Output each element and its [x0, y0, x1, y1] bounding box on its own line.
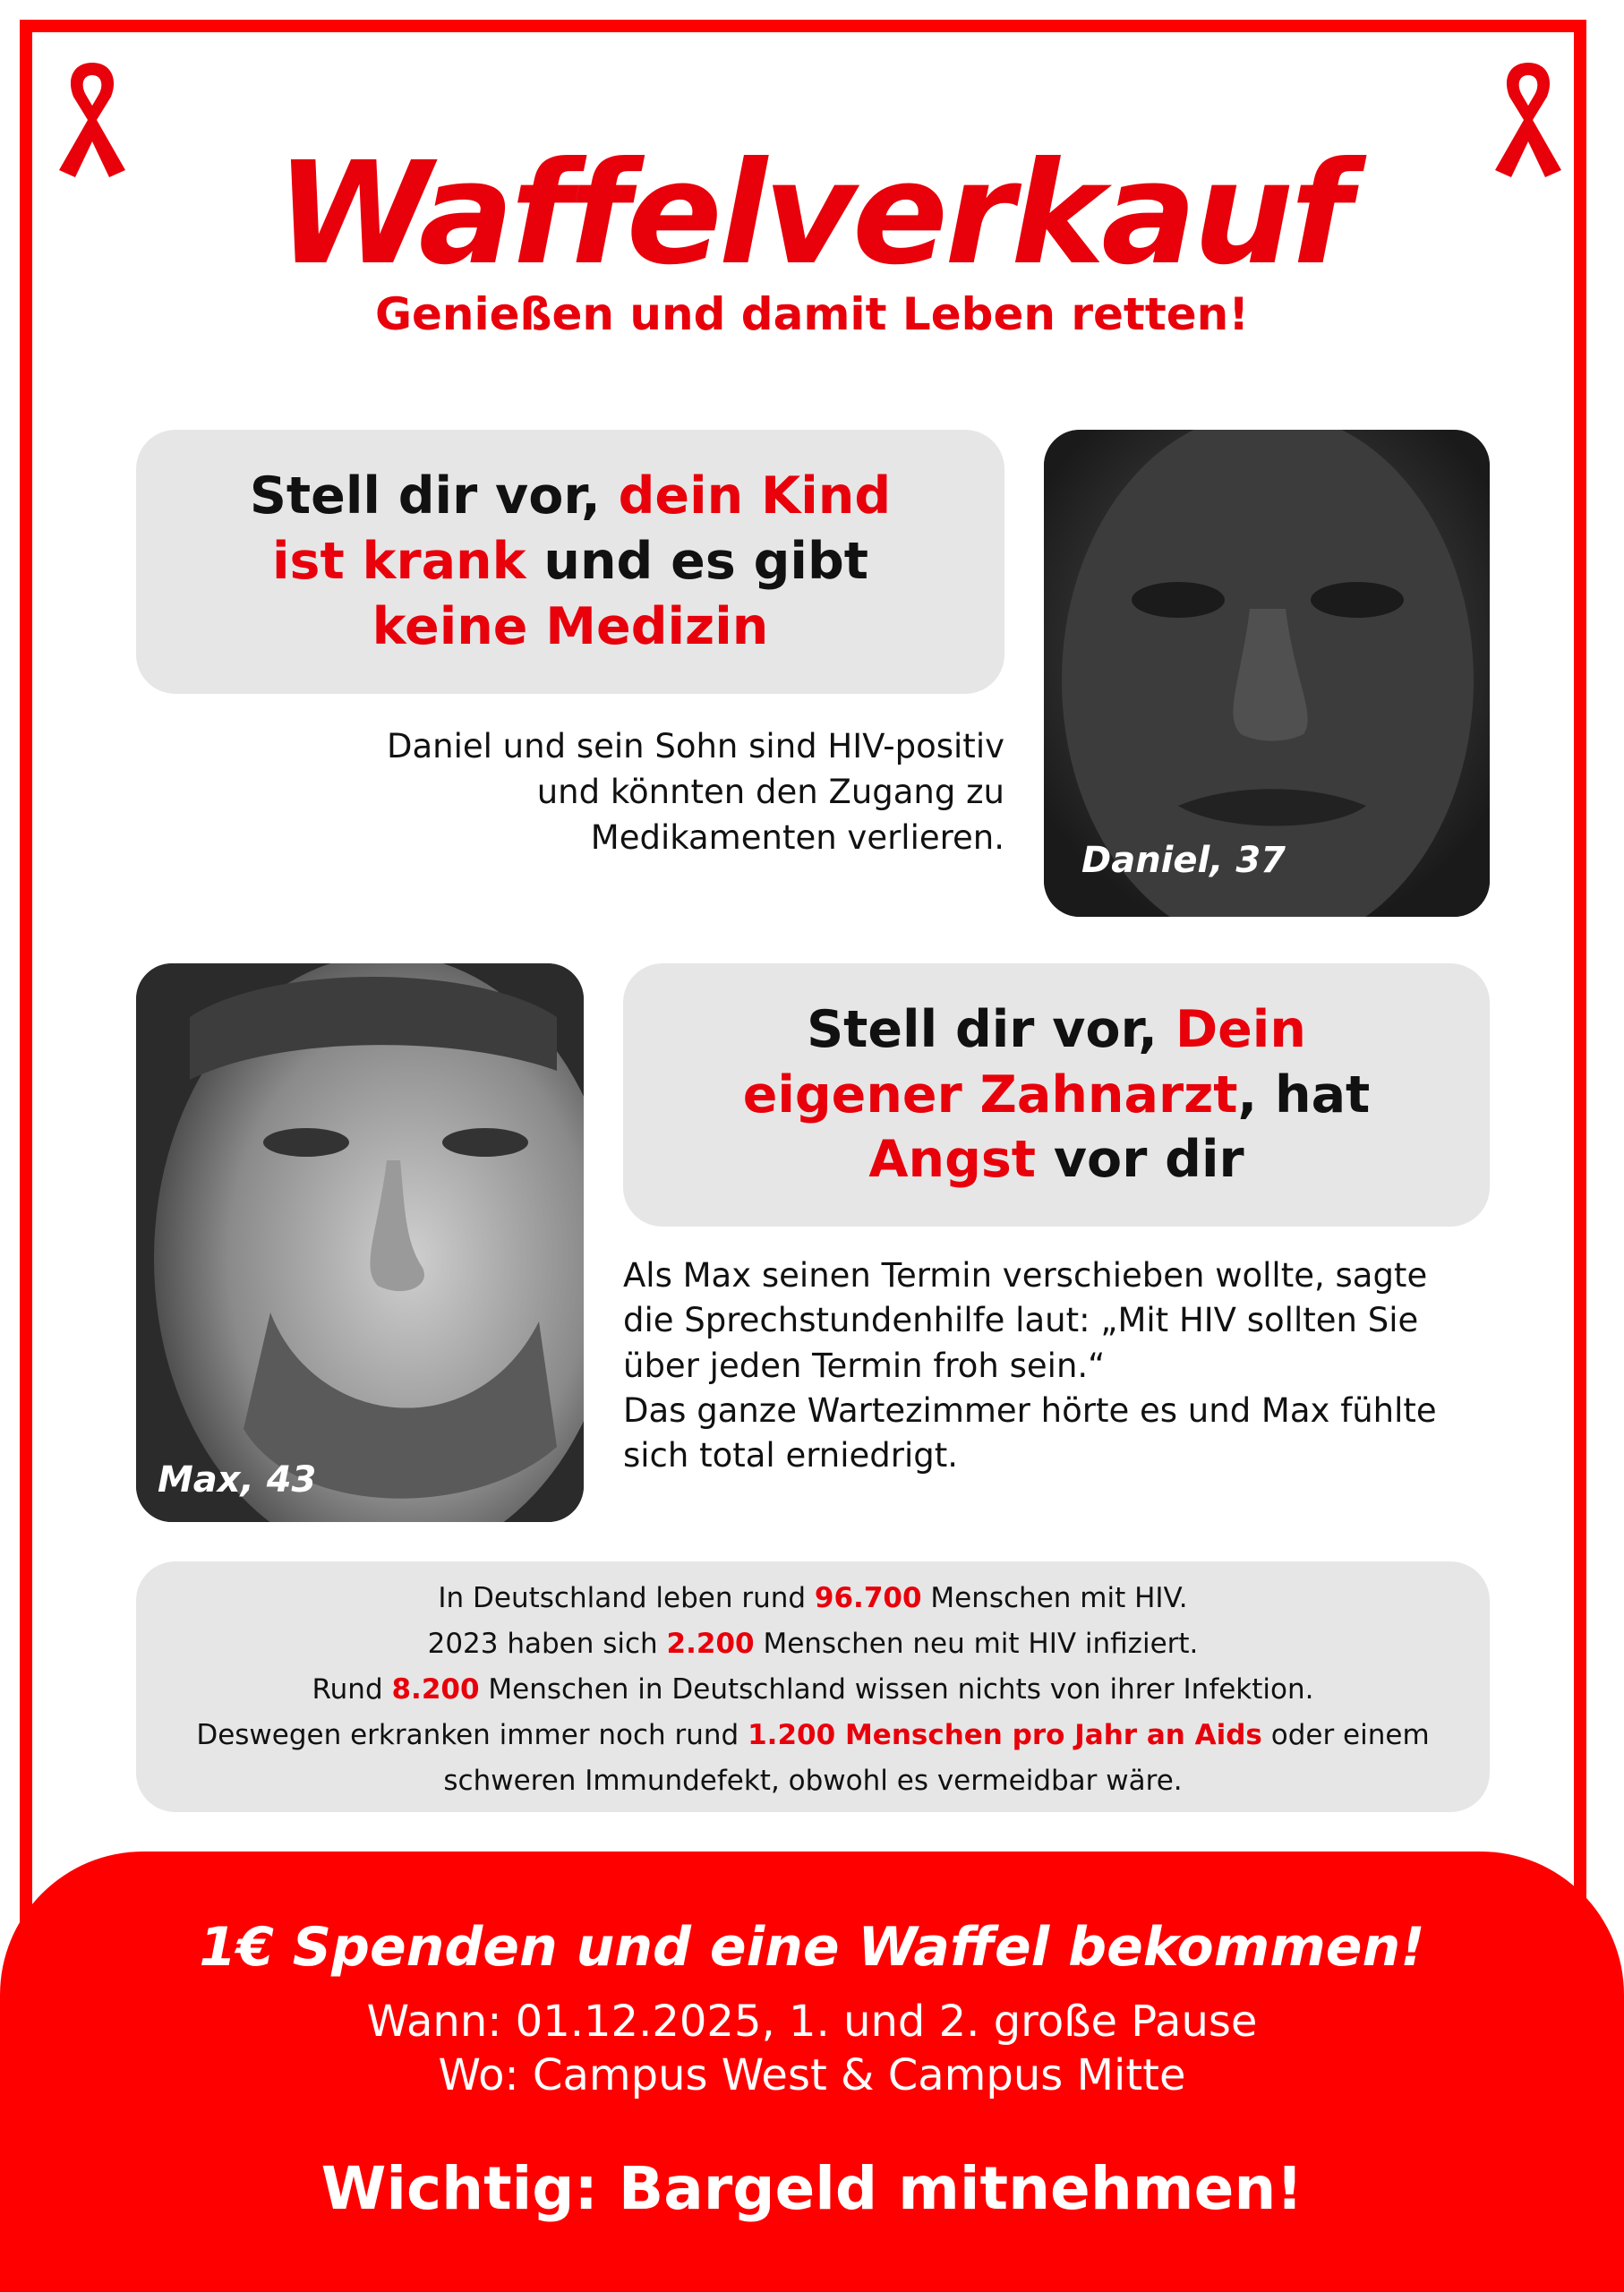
donation-call-to-action: 1€ Spenden und eine Waffel bekommen! — [199, 1916, 1425, 1979]
photo-caption: Max, 43 — [158, 1459, 317, 1501]
fact-line: In Deutschland leben rund 96.700 Menschen mit HIV. — [438, 1582, 1188, 1614]
portrait-photo-daniel — [1044, 430, 1490, 917]
hiv-facts-box — [136, 1561, 1490, 1812]
fact-line: Rund 8.200 Menschen in Deutschland wissen nichts von ihrer Infektion. — [312, 1673, 1314, 1706]
cash-reminder: Wichtig: Bargeld mitnehmen! — [321, 2154, 1303, 2223]
event-date: Wann: 01.12.2025, 1. und 2. große Pause — [366, 1997, 1258, 2047]
poster-title: Waffelverkauf — [276, 132, 1348, 296]
portrait-photo-max — [136, 963, 584, 1522]
fact-line: 2023 haben sich 2.200 Menschen neu mit HIV infiziert. — [427, 1628, 1199, 1660]
story-text: Als Max seinen Termin verschieben wollte, sagte die Sprechstundenhilfe laut: „Mit HIV sollten Sie über jeden Termin froh sein.“ Das ganze Wartezimmer hörte es und Max fühlte sich total erniedrigt. — [623, 1256, 1437, 1475]
call-to-action-band — [0, 1852, 1624, 2292]
poster-subtitle: Genießen und damit Leben retten! — [374, 288, 1250, 340]
photo-caption: Daniel, 37 — [1081, 840, 1286, 881]
event-location: Wo: Campus West & Campus Mitte — [438, 2050, 1186, 2100]
story-headline-card: Stell dir vor, dein Kind ist krank und es gibt keine Medizin — [136, 430, 1004, 694]
fact-line: schweren Immundefekt, obwohl es vermeidbar wäre. — [443, 1765, 1183, 1797]
story-text: Daniel und sein Sohn sind HIV-positiv und könnten den Zugang zu Medikamenten verlieren. — [386, 727, 1004, 858]
fact-line: Deswegen erkranken immer noch rund 1.200 Menschen pro Jahr an Aids oder einem — [196, 1719, 1430, 1751]
story-headline-card: Stell dir vor, Dein eigener Zahnarzt, hat Angst vor dir — [623, 963, 1490, 1227]
